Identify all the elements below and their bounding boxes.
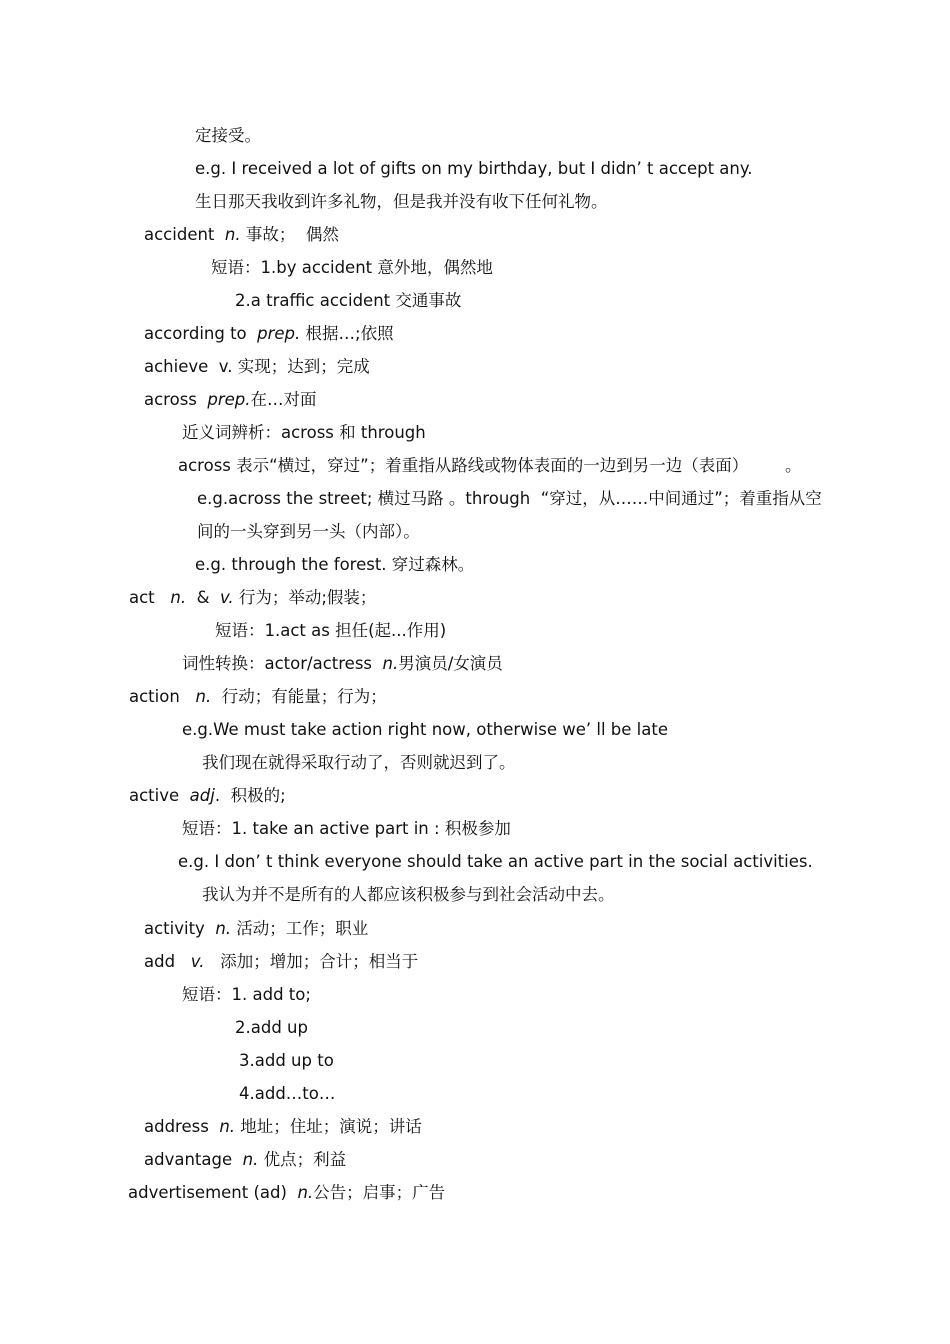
line-text: 短语：1. add to;: [182, 985, 311, 1004]
line-text: 短语：1.act as 担任(起...作用): [215, 621, 447, 640]
example-sentence: [182, 719, 668, 741]
line-text: across: [144, 390, 208, 409]
line-text: 短语：1.by accident 意外地，偶然地: [211, 258, 493, 277]
example-sentence: [195, 158, 753, 180]
entry-headword: [129, 587, 376, 609]
synonym-heading: [182, 422, 426, 444]
line-text: 男演员/女演员: [398, 654, 503, 673]
phrase-line: [182, 818, 511, 840]
line-text: advertisement (ad): [128, 1183, 298, 1202]
entry-headword: [144, 1116, 422, 1138]
line-text: 添加；增加；合计；相当于: [204, 952, 419, 971]
entry-headword: [144, 918, 368, 940]
entry-headword: [144, 389, 317, 411]
line-text: 优点；利益: [258, 1150, 347, 1169]
line-text: 地址；住址；演说；讲话: [235, 1117, 422, 1136]
part-of-speech: n.: [215, 919, 232, 938]
line-text: e.g.We must take action right now, otherwise we’ ll be late: [182, 720, 668, 739]
line-text: . 积极的;: [214, 786, 286, 805]
synonym-explanation: [197, 521, 420, 543]
phrase-line: [239, 1083, 335, 1105]
line-text: 我认为并不是所有的人都应该积极参与到社会活动中去。: [202, 885, 615, 904]
example-sentence: [195, 554, 474, 576]
line-text: 2.add up: [235, 1018, 308, 1037]
entry-headword: [129, 785, 286, 807]
line-text: 4.add…to…: [239, 1084, 336, 1103]
line-text: 行为；举动;假装；: [233, 588, 377, 607]
line-text: act: [129, 588, 171, 607]
line-text: achieve v. 实现；达到；完成: [144, 357, 370, 376]
word-form-line: [182, 653, 503, 675]
line-text: 我们现在就得采取行动了，否则就迟到了。: [202, 753, 516, 772]
line-text: add: [144, 952, 191, 971]
line-text: 近义词辨析：across 和 through: [182, 423, 426, 442]
synonym-explanation: [178, 455, 801, 477]
example-sentence: [178, 851, 813, 873]
line-text: e.g. I don’ t think everyone should take an active part in the social activities.: [178, 852, 813, 871]
phrase-line: [235, 290, 461, 312]
entry-headword: [129, 686, 387, 708]
entry-headword: [128, 1182, 445, 1204]
part-of-speech: prep.: [207, 390, 251, 409]
entry-headword: [144, 951, 418, 973]
part-of-speech: v.: [190, 952, 205, 971]
line-text: e.g. through the forest. 穿过森林。: [195, 555, 475, 574]
phrase-line: [182, 984, 311, 1006]
example-translation: [195, 191, 608, 213]
line-text: 生日那天我收到许多礼物，但是我并没有收下任何礼物。: [195, 192, 608, 211]
part-of-speech: n.: [219, 1117, 236, 1136]
entry-headword: [144, 356, 370, 378]
line-text: 公告；启事；广告: [313, 1183, 446, 1202]
line-text: 词性转换：actor/actress: [182, 654, 383, 673]
line-text: active: [129, 786, 190, 805]
phrase-line: [211, 257, 493, 279]
example-translation: [202, 752, 516, 774]
line-text: 行动；有能量；行为；: [211, 687, 387, 706]
line-text: advantage: [144, 1150, 243, 1169]
line-text: 定接受。: [195, 126, 261, 145]
entry-headword: [144, 323, 394, 345]
phrase-line: [239, 1050, 334, 1072]
part-of-speech: v.: [219, 588, 234, 607]
line-text: action: [129, 687, 196, 706]
part-of-speech: n.: [297, 1183, 314, 1202]
part-of-speech: n.: [195, 687, 212, 706]
line-text: 事故； 偶然: [240, 225, 339, 244]
line-text: according to: [144, 324, 258, 343]
example-translation: [202, 884, 615, 906]
phrase-line: [215, 620, 446, 642]
line-text: across 表示“横过，穿过”；着重指从路线或物体表面的一边到另一边（表面） 。: [178, 456, 802, 475]
line-text: 间的一头穿到另一头（内部）。: [197, 522, 420, 541]
line-text: 3.add up to: [239, 1051, 334, 1070]
line-text: address: [144, 1117, 220, 1136]
line-text: e.g.across the street; 横过马路 。through “穿过，从……中间通过”；着重指从空: [197, 489, 822, 508]
entry-headword: [144, 1149, 346, 1171]
line-text: 2.a traffic accident 交通事故: [235, 291, 462, 310]
part-of-speech: adj: [189, 786, 215, 805]
line-text: 活动；工作；职业: [231, 919, 369, 938]
text-line: [195, 125, 261, 147]
synonym-explanation: [197, 488, 822, 510]
line-text: accident: [144, 225, 225, 244]
part-of-speech: n.: [170, 588, 187, 607]
line-text: e.g. I received a lot of gifts on my birthday, but I didn’ t accept any.: [195, 159, 753, 178]
entry-headword: [144, 224, 339, 246]
part-of-speech: n.: [242, 1150, 259, 1169]
line-text: 短语：1. take an active part in : 积极参加: [182, 819, 511, 838]
part-of-speech: n.: [382, 654, 399, 673]
line-text: 在…对面: [250, 390, 317, 409]
part-of-speech: prep.: [257, 324, 301, 343]
phrase-line: [235, 1017, 308, 1039]
line-text: 根据…;依照: [300, 324, 394, 343]
line-text: activity: [144, 919, 216, 938]
part-of-speech: n.: [224, 225, 241, 244]
line-text: &: [186, 588, 220, 607]
